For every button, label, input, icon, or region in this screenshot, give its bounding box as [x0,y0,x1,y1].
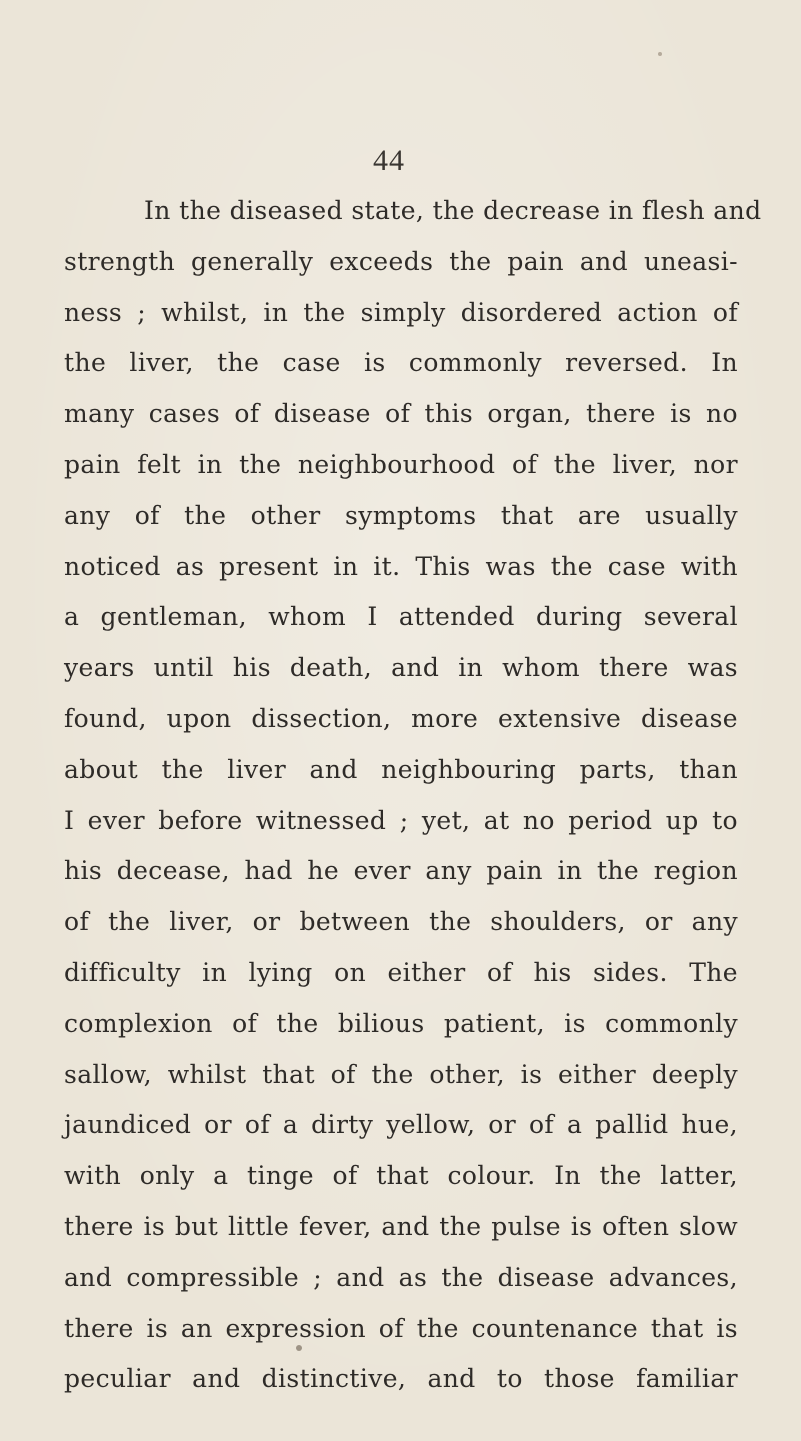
text-line: many cases of disease of this organ, there is no [64,399,738,429]
text-line: there is but little fever, and the pulse is often slow [64,1211,738,1241]
text-line: a gentleman, whom I attended during several [64,602,738,632]
text-line: I ever before witnessed ; yet, at no period up to [64,805,738,835]
text-line: there is an expression of the countenance that is [64,1313,738,1343]
text-line: difficulty in lying on either of his sides. The [64,957,738,987]
paper-speck [296,1345,302,1351]
page-number: 44 [373,144,405,177]
text-line: peculiar and distinctive, and to those familiar [64,1364,738,1394]
text-line: of the liver, or between the shoulders, or any [64,907,738,937]
text-line: jaundiced or of a dirty yellow, or of a pallid hue, [64,1110,738,1140]
text-line: found, upon dissection, more extensive disease [64,703,738,733]
text-line: strength generally exceeds the pain and uneasi- [64,246,738,276]
paper-speck [658,52,662,56]
text-line: complexion of the bilious patient, is commonly [64,1008,738,1038]
text-line: his decease, had he ever any pain in the region [64,856,738,886]
text-line: ness ; whilst, in the simply disordered action of [64,297,738,327]
text-line: sallow, whilst that of the other, is either deeply [64,1059,738,1089]
text-line: pain felt in the neighbourhood of the liver, nor [64,449,738,479]
text-line: about the liver and neighbouring parts, than [64,754,738,784]
text-line: the liver, the case is commonly reversed. In [64,348,738,378]
text-line: noticed as present in it. This was the case with [64,551,738,581]
text-line: and compressible ; and as the disease advances, [64,1262,738,1292]
text-line: any of the other symptoms that are usually [64,500,738,530]
text-line: years until his death, and in whom there was [64,653,738,683]
text-line: In the diseased state, the decrease in flesh and [144,196,762,225]
body-text [64,186,762,1405]
text-line: with only a tinge of that colour. In the latter, [64,1161,738,1191]
